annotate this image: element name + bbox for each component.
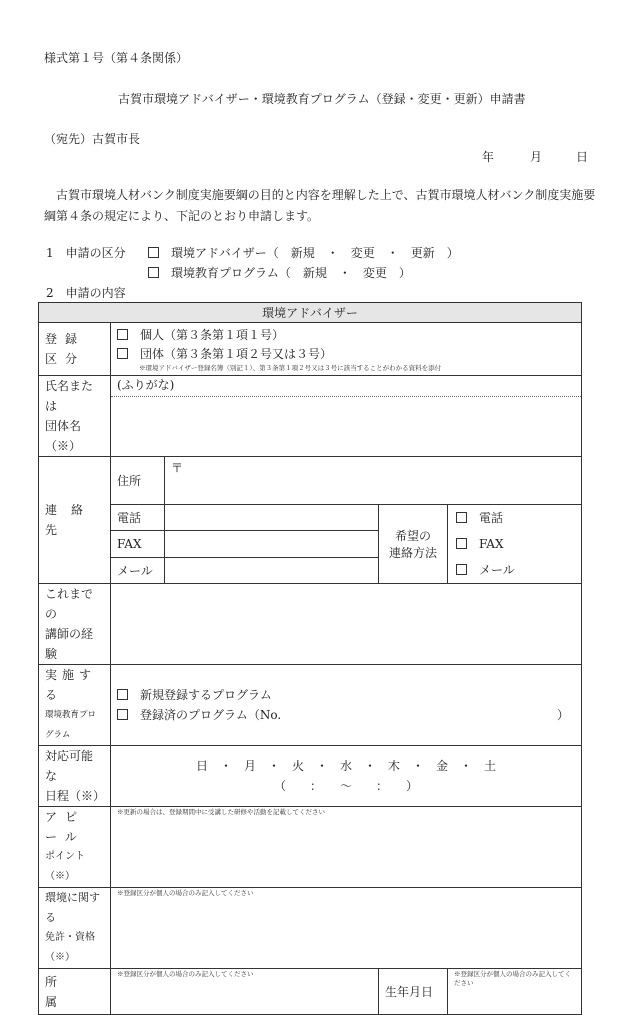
experience-field[interactable] [111,584,582,665]
appeal-label: アピール ポイント（※） [39,807,111,888]
affiliation-note: ※登録区分が個人の場合のみ記入してください [117,970,254,978]
name-label: 氏名または 団体名（※） [39,376,111,457]
weekday-options[interactable]: 日 ・ 月 ・ 火 ・ 水 ・ 木 ・ 金 ・ 土 [196,759,497,773]
license-label: 環境に関する 免許・資格（※） [39,888,111,969]
name-field[interactable] [111,376,582,457]
name-input-area[interactable] [111,396,581,438]
reg-option-group[interactable]: 団体（第３条第１項２号又は３号） [117,345,575,363]
section1-label: 1 申請の区分 [46,246,126,260]
program-options [111,665,582,746]
section2-label: 2 申請の内容 [46,286,126,300]
checkbox[interactable] [456,564,467,575]
affiliation-field[interactable] [111,969,379,1015]
addressee: （宛先）古賀市長 [44,132,141,146]
date-day: 日 [576,150,589,164]
date-month: 月 [530,150,543,164]
license-field[interactable] [111,888,582,969]
birthdate-field[interactable] [448,969,582,1015]
postal-mark: 〒 [171,461,184,475]
mail-field[interactable] [165,557,379,583]
license-note: ※登録区分が個人の場合のみ記入してください [117,889,254,897]
fax-label: FAX [111,531,165,557]
appeal-note: ※更新の場合は、登録期間中に受講した研修や活動を記載してください [117,808,325,816]
pref-mail-option[interactable]: メール [456,557,575,583]
pref-phone-option[interactable]: 電話 [456,505,575,531]
address-field[interactable] [165,457,582,505]
intro-text-line1: 古賀市環境人材バンク制度実施要綱の目的と内容を理解した上で、古賀市環境人材バンク制度実施要 [56,188,596,202]
birthdate-note: ※登録区分が個人の場合のみ記入してください [454,970,571,987]
program-option-new[interactable]: 新規登録するプログラム [117,685,575,705]
fax-field[interactable] [165,531,379,557]
application-table [38,302,582,1015]
experience-label: これまでの 講師の経験 [39,584,111,665]
pref-fax-option[interactable]: FAX [456,531,575,557]
furigana-label: (ふりがな) [117,378,175,392]
schedule-field[interactable] [111,746,582,807]
schedule-label: 対応可能な 日程（※） [39,746,111,807]
reg-option-individual[interactable]: 個人（第３条第１項１号） [117,325,575,345]
date-year: 年 [482,150,495,164]
appeal-field[interactable] [111,807,582,888]
section1-option-program[interactable]: 環境教育プログラム（ 新規 ・ 変更 ） [148,264,411,281]
birthdate-label: 生年月日 [379,969,448,1015]
mail-label: メール [111,557,165,583]
phone-label: 電話 [111,505,165,531]
phone-field[interactable] [165,505,379,531]
section1-option-advisor[interactable]: 環境アドバイザー（ 新規 ・ 変更 ・ 更新 ） [148,244,459,261]
intro-text-line2: 綱第４条の規定により、下記のとおり申請します。 [44,209,320,223]
checkbox[interactable] [117,689,128,700]
checkbox[interactable] [148,247,159,258]
program-option-registered[interactable]: 登録済のプログラム（No. ） [117,705,575,725]
registration-category-label: 登録区分 [39,323,111,376]
contact-label: 連絡先 [39,457,111,584]
table-header: 環境アドバイザー [39,303,582,323]
checkbox[interactable] [117,329,128,340]
checkbox[interactable] [456,512,467,523]
preferred-contact-options [448,505,582,584]
checkbox[interactable] [117,709,128,720]
form-number: 様式第１号（第４条関係） [44,51,189,65]
checkbox[interactable] [148,267,159,278]
time-range[interactable]: （ ： ～ ： ） [274,779,419,793]
reg-note: ※環境アドバイザー登録名簿（別記１）、第３条第１項２号又は３号に該当することがわかる資料を添付 [139,363,442,372]
preferred-contact-label: 希望の 連絡方法 [379,505,448,584]
registration-category-options [111,323,582,376]
checkbox[interactable] [117,348,128,359]
affiliation-label: 所属 [39,969,111,1015]
program-label: 実施する 環境教育プログラム [39,665,111,746]
document-title: 古賀市環境アドバイザー・環境教育プログラム（登録・変更・更新）申請書 [118,92,526,106]
checkbox[interactable] [456,538,467,549]
address-label: 住所 [111,457,165,505]
